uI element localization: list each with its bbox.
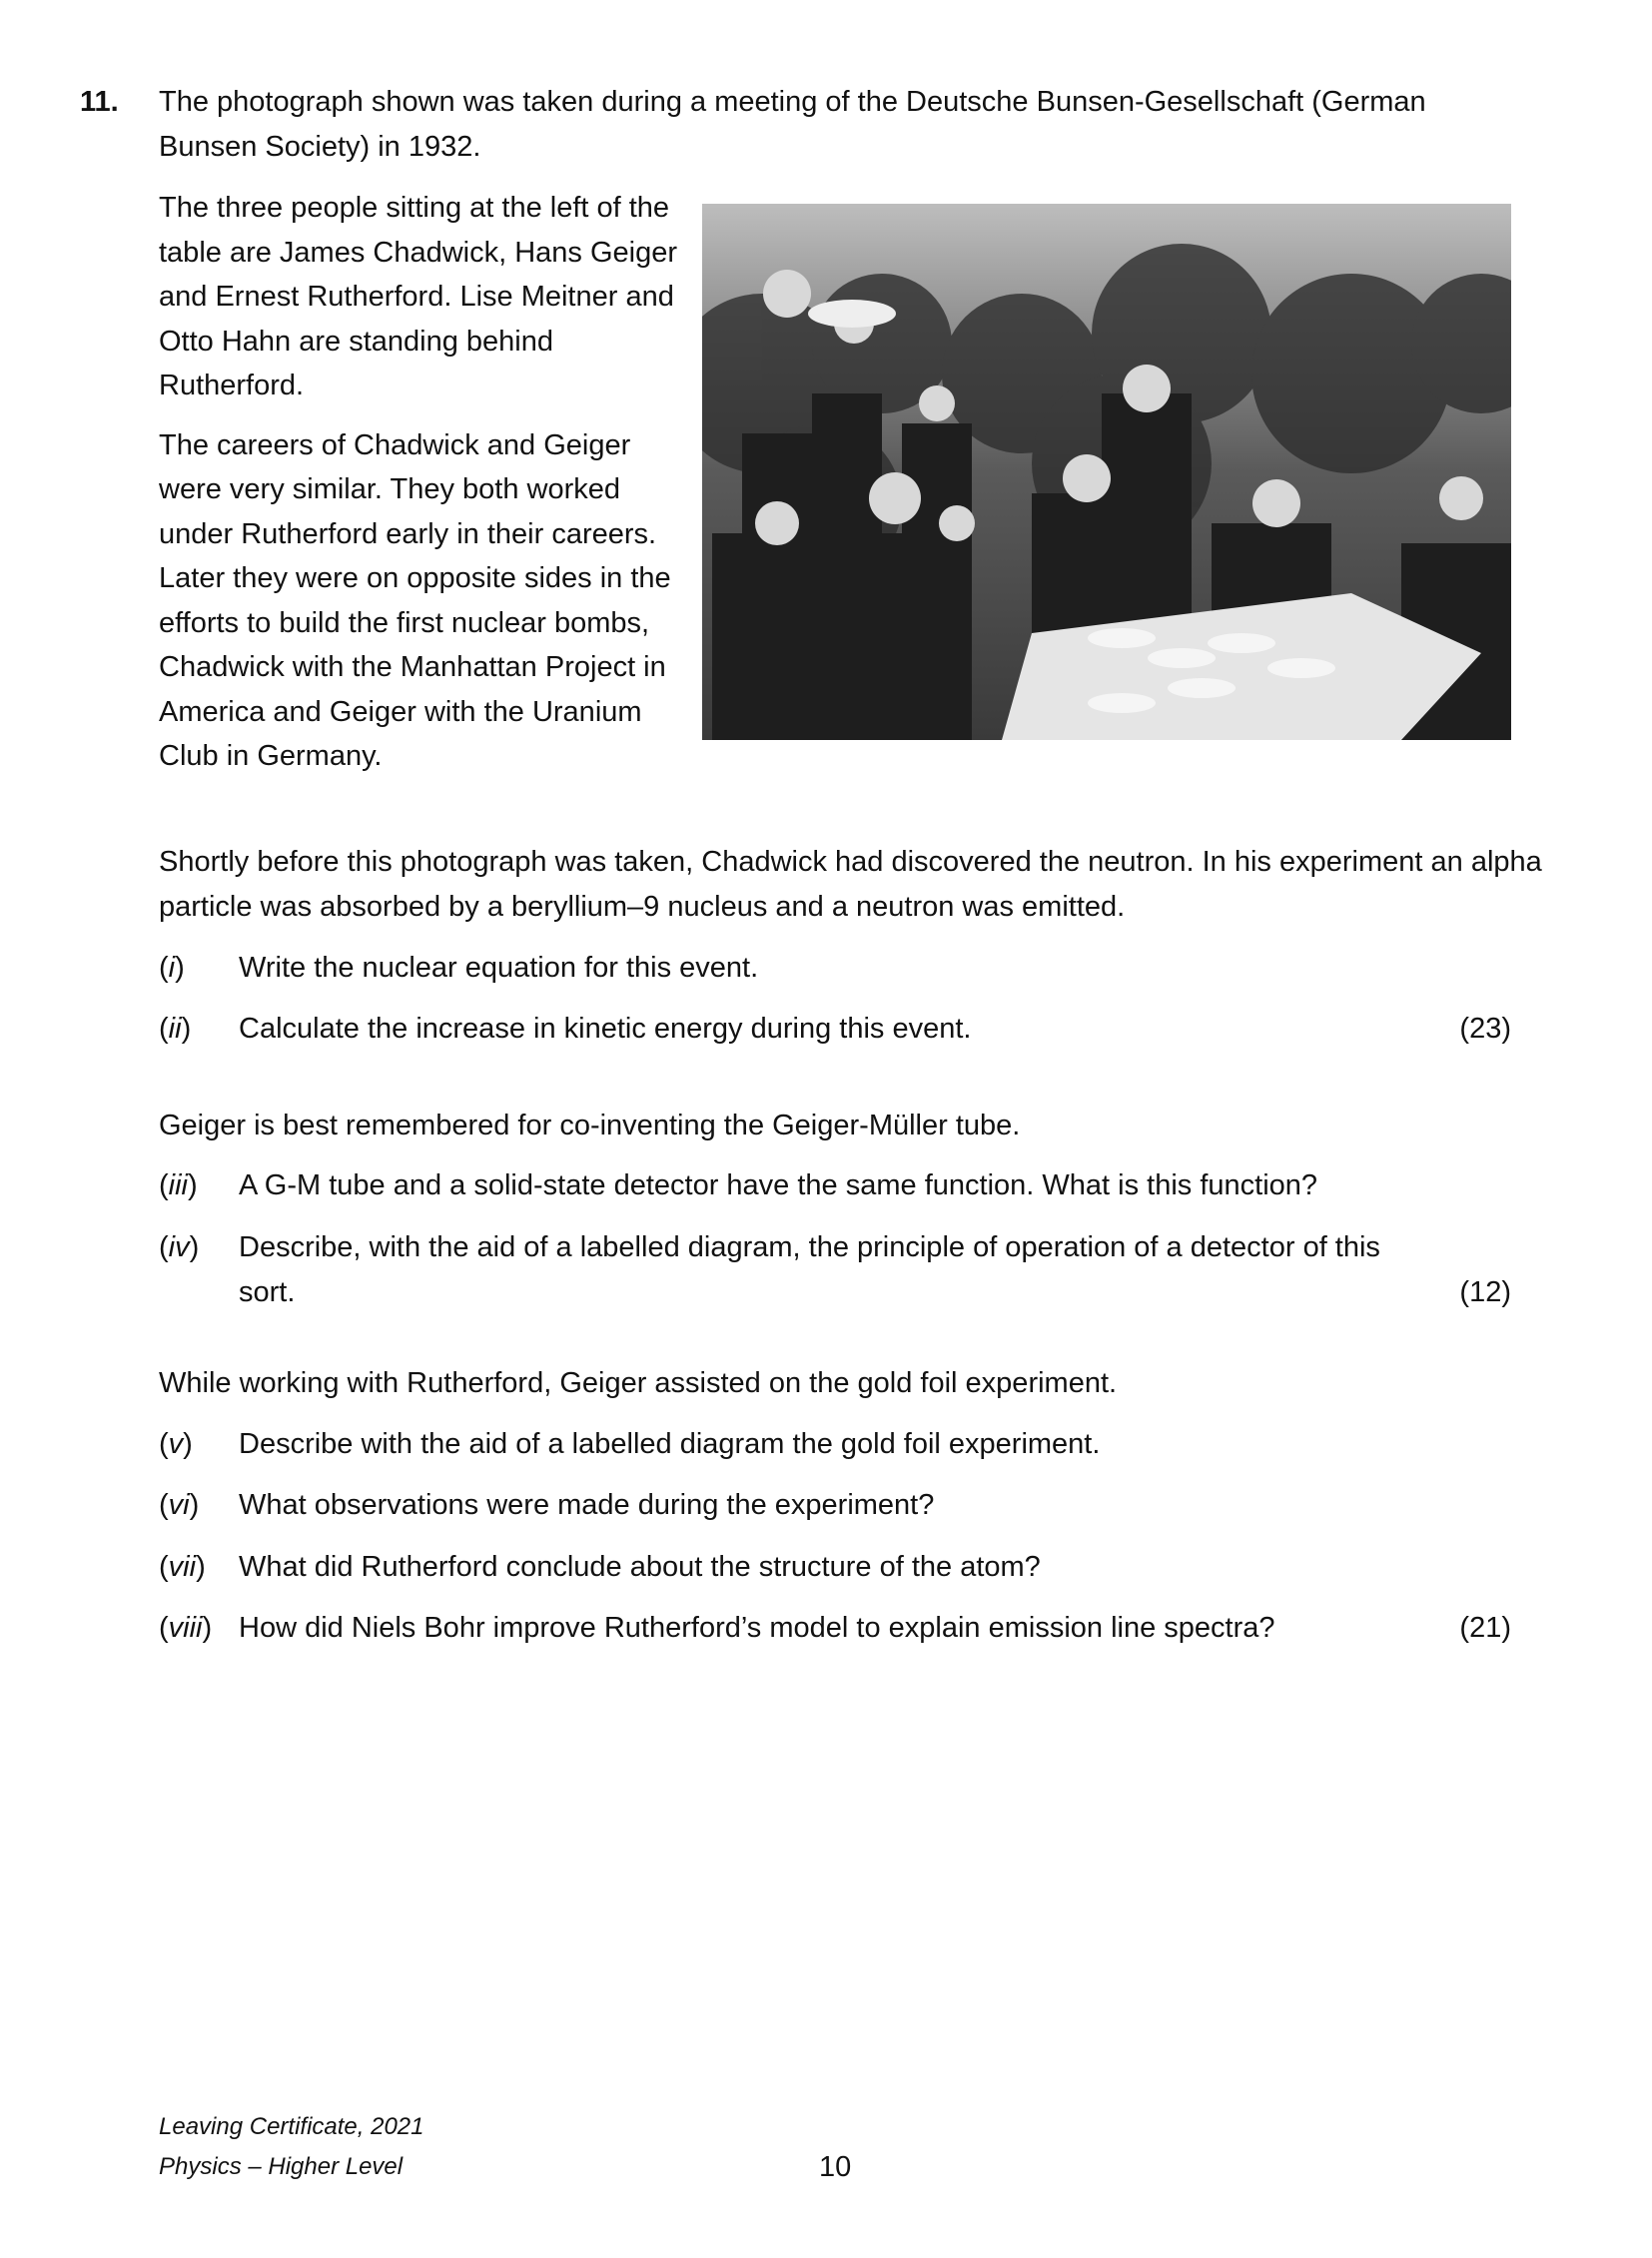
part-text: How did Niels Bohr improve Rutherford’s model to explain emission line spectra? (239, 1612, 1275, 1644)
neutron-paragraph: Shortly before this photograph was taken, Chadwick had discovered the neutron. In his experiment an alpha particle was absorbed by a beryllium–9 nucleus and a neutron was emitted. (159, 846, 1542, 923)
part-text: Write the nuclear equation for this event. (239, 952, 759, 984)
part-text: A G-M tube and a solid-state detector have the same function. What is this function? (239, 1169, 1318, 1201)
part-text-line-2: sort. (239, 1276, 296, 1308)
photo-caption-column (159, 186, 678, 779)
part-text: Describe with the aid of a labelled diagram the gold foil experiment. (239, 1428, 1101, 1460)
gold-foil-paragraph: While working with Rutherford, Geiger assisted on the gold foil experiment. (159, 1367, 1118, 1399)
marks: (12) (1459, 1276, 1511, 1308)
marks: (23) (1459, 1013, 1511, 1045)
part-text-line-1: Describe, with the aid of a labelled diagram, the principle of operation of a detector of this (239, 1231, 1380, 1263)
part-number: (iv) (159, 1231, 200, 1263)
part-number: (vi) (159, 1489, 200, 1521)
caption-paragraph-2: The careers of Chadwick and Geiger were very similar. They both worked under Rutherford early in their careers. Later they were on opposite sides in the efforts to build the first nuclear bombs, Chadwick with the Manhattan Project in America and Geiger with the Uranium Club in Germany. (159, 428, 671, 772)
part-number: (iii) (159, 1169, 198, 1201)
historical-photograph (702, 204, 1511, 740)
question-intro: The photograph shown was taken during a meeting of the Deutsche Bunsen-Gesellschaft (German Bunsen Society) in 1932. (159, 86, 1426, 163)
geiger-paragraph: Geiger is best remembered for co-inventing the Geiger-Müller tube. (159, 1110, 1021, 1141)
footer-exam-name: Leaving Certificate, 2021 (159, 2113, 424, 2140)
footer-subject-level: Physics – Higher Level (159, 2153, 404, 2180)
part-number: (ii) (159, 1013, 192, 1045)
marks: (21) (1459, 1612, 1511, 1644)
question-number: 11. (80, 86, 119, 118)
part-number: (vii) (159, 1551, 206, 1583)
part-number: (v) (159, 1428, 193, 1460)
part-text: What did Rutherford conclude about the structure of the atom? (239, 1551, 1041, 1583)
part-iv (159, 1225, 1511, 1315)
page-number: 10 (819, 2151, 852, 2183)
part-text: What observations were made during the experiment? (239, 1489, 935, 1521)
part-number: (i) (159, 952, 185, 984)
caption-paragraph-1: The three people sitting at the left of the table are James Chadwick, Hans Geiger and Ernest Rutherford. Lise Meitner and Otto Hahn are standing behind Rutherford. (159, 192, 678, 401)
part-number: (viii) (159, 1612, 213, 1644)
part-text: Calculate the increase in kinetic energy during this event. (239, 1013, 972, 1045)
